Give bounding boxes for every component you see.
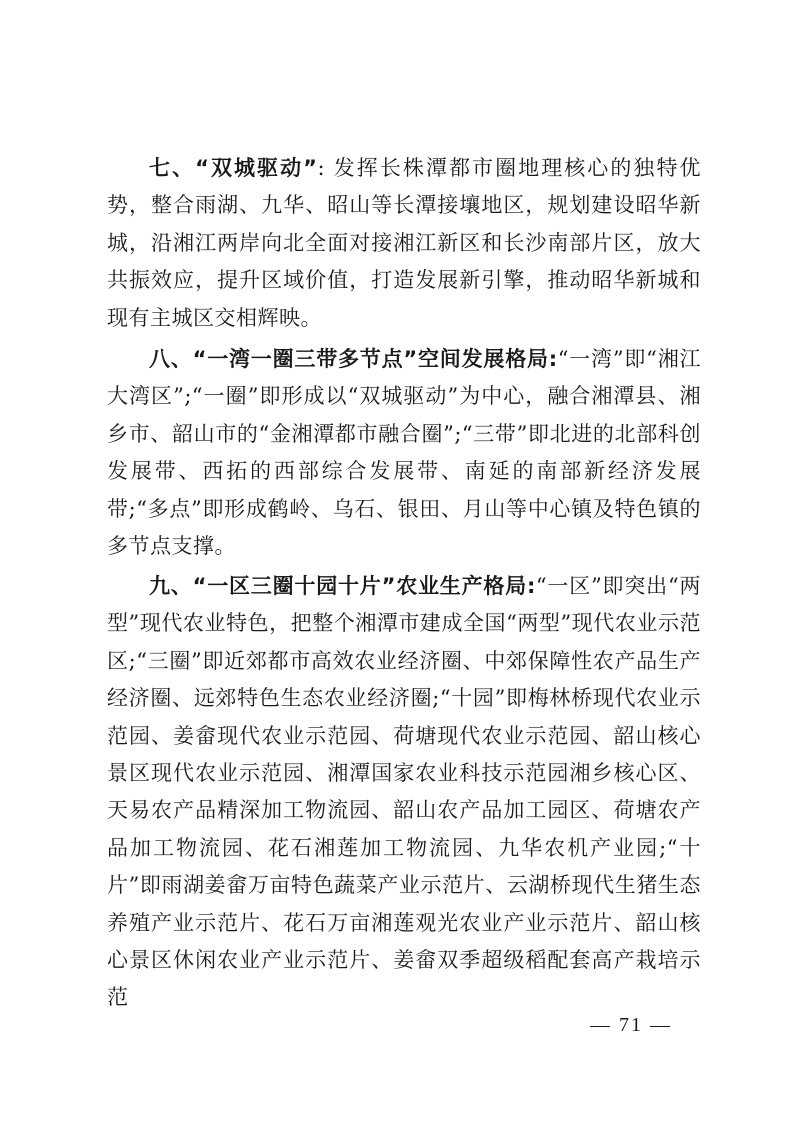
paragraph-heading: 八、“一湾一圈三带多节点”空间发展格局: — [149, 347, 558, 371]
paragraph-body: : 发挥长株潭都市圈地理核心的独特优势，整合雨湖、九华、昭山等长潭接壤地区，规划建设昭华新城，沿湘江两岸向北全面对接湘江新区和长沙南部片区，放大共振效应，提升区域价值，打造发展新引擎，推动昭华新城和现有主城区交相辉映。 — [107, 156, 701, 330]
paragraph-dual-city-drive — [107, 150, 701, 337]
page-number: — 71 — — [590, 1014, 672, 1036]
paragraph-body: “一湾”即“湘江大湾区”;“一圈”即形成以“双城驱动”为中心，融合湘潭县、湘乡市、韶山市的“金湘潭都市融合圈”;“三带”即北进的北部科创发展带、西拓的西部综合发展带、南延的南部新经济发展带;“多点”即形成鹤岭、乌石、银田、月山等中心镇及特色镇的多节点支撑。 — [107, 347, 701, 559]
paragraph-body: “一区”即突出“两型”现代农业特色，把整个湘潭市建成全国“两型”现代农业示范区;“三圈”即近郊都市高效农业经济圈、中郊保障性农产品生产经济圈、远郊特色生态农业经济圈;“十园”即梅林桥现代农业示范园、姜畲现代农业示范园、荷塘现代农业示范园、韶山核心景区现代农业示范园、湘潭国家农业科技示范园湘乡核心区、天易农产品精深加工物流园、韶山农产品加工园区、荷塘农产品加工物流园、花石湘莲加工物流园、九华农机产业园;“十片”即雨湖姜畲万亩特色蔬菜产业示范片、云湖桥现代生猪生态养殖产业示范片、花石万亩湘莲观光农业产业示范片、韶山核心景区休闲农业产业示范片、姜畲双季超级稻配套高产栽培示范 — [107, 574, 701, 1010]
paragraph-agricultural-layout — [107, 568, 701, 1017]
paragraph-heading: 九、“一区三圈十园十片”农业生产格局: — [149, 574, 536, 598]
paragraph-heading: 七、“双城驱动” — [149, 156, 318, 180]
paragraph-spatial-layout — [107, 341, 701, 565]
